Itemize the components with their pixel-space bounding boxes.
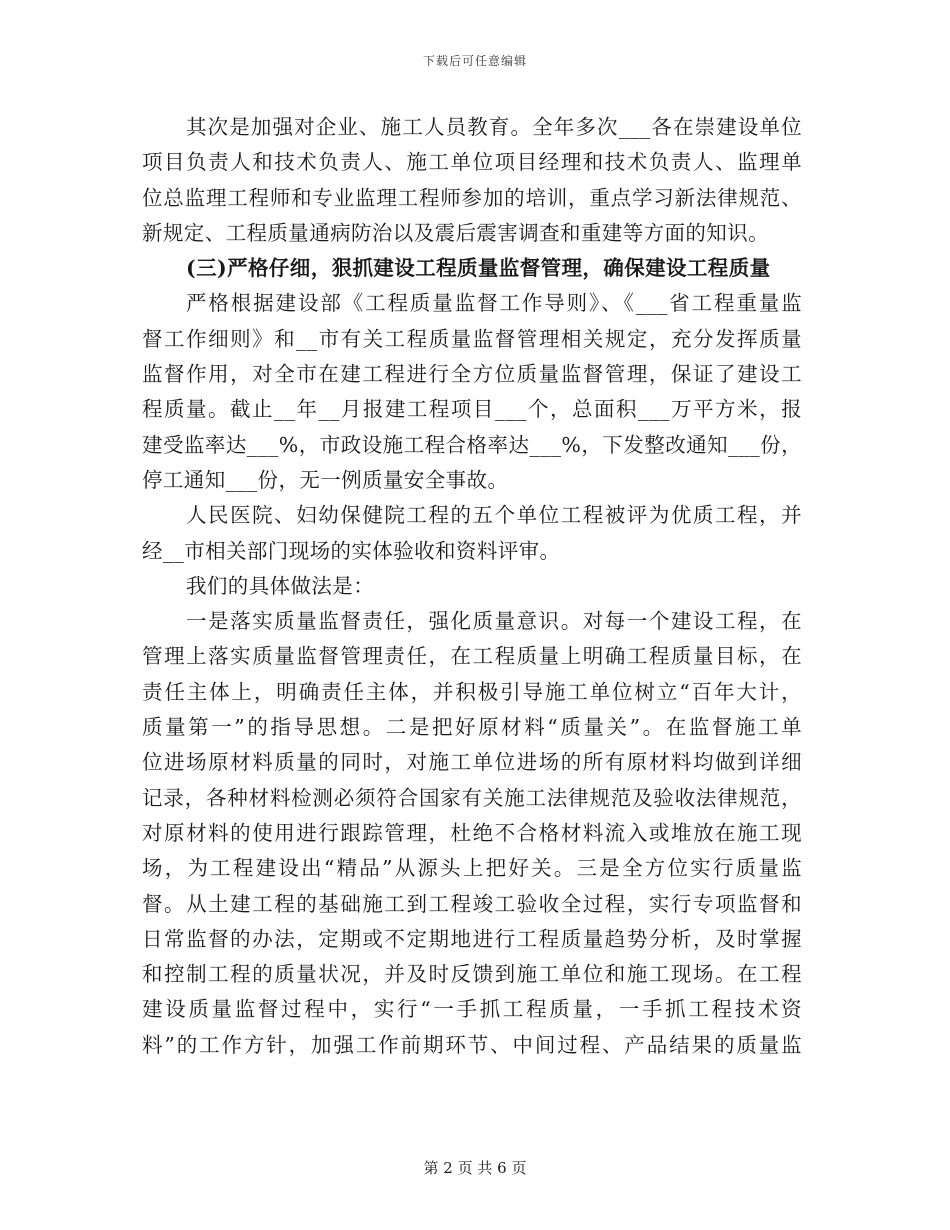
paragraph-line: 督工作细则》和__市有关工程质量监督管理相关规定，充分发挥质量 xyxy=(142,326,802,351)
page-number-footer: 第 2 页 共 6 页 xyxy=(423,1159,527,1177)
paragraph-line: 日常监督的办法，定期或不定期地进行工程质量趋势分析，及时掌握 xyxy=(142,926,802,951)
paragraph-line: 建受监率达___%，市政设施工程合格率达___%，下发整改通知___份， xyxy=(142,432,802,457)
paragraph-line: 督。从土建工程的基础施工到工程竣工验收全过程，实行专项监督和 xyxy=(142,891,802,916)
page-header-note: 下载后可任意编辑 xyxy=(422,54,527,68)
paragraph-line: 记录，各种材料检测必须符合国家有关施工法律规范及验收法律规范， xyxy=(142,785,802,810)
paragraph-line: 项目负责人和技术负责人、施工单位项目经理和技术负责人、监理单 xyxy=(142,150,802,175)
document-body xyxy=(142,110,802,1063)
paragraph-line: 对原材料的使用进行跟踪管理，杜绝不合格材料流入或堆放在施工现 xyxy=(142,820,802,845)
paragraph-line: 一是落实质量监督责任，强化质量意识。对每一个建设工程，在 xyxy=(186,609,802,634)
paragraph-line: 监督作用，对全市在建工程进行全方位质量监督管理，保证了建设工 xyxy=(142,362,802,387)
paragraph-line: 停工通知___份，无一例质量安全事故。 xyxy=(142,467,509,492)
paragraph-line: 人民医院、妇幼保健院工程的五个单位工程被评为优质工程，并 xyxy=(186,503,802,528)
paragraph-line: 责任主体上，明确责任主体，并积极引导施工单位树立“百年大计， xyxy=(142,679,802,704)
paragraph-line: 和控制工程的质量状况，并及时反馈到施工单位和施工现场。在工程 xyxy=(142,962,802,987)
paragraph-line: 我们的具体做法是： xyxy=(186,573,375,598)
paragraph-line: 经__市相关部门现场的实体验收和资料评审。 xyxy=(142,538,561,563)
section-heading: (三)严格仔细，狠抓建设工程质量监督管理，确保建设工程质量 xyxy=(186,256,771,281)
paragraph-line: 建设质量监督过程中，实行“一手抓工程质量，一手抓工程技术资 xyxy=(142,997,802,1022)
paragraph-line: 新规定、工程质量通病防治以及震后震害调查和重建等方面的知识。 xyxy=(142,220,769,245)
paragraph-line: 位总监理工程师和专业监理工程师参加的培训，重点学习新法律规范、 xyxy=(142,185,802,210)
paragraph-line: 程质量。截止__年__月报建工程项目___个，总面积___万平方米，报 xyxy=(142,397,802,422)
paragraph-line: 料”的工作方针，加强工作前期环节、中间过程、产品结果的质量监 xyxy=(142,1032,802,1057)
paragraph-line: 其次是加强对企业、施工人员教育。全年多次___各在崇建设单位 xyxy=(186,115,802,139)
paragraph-line: 场，为工程建设出“精品”从源头上把好关。三是全方位实行质量监 xyxy=(142,856,802,881)
paragraph-line: 质量第一”的指导思想。二是把好原材料“质量关”。在监督施工单 xyxy=(142,715,802,740)
paragraph-line: 位进场原材料质量的同时，对施工单位进场的所有原材料均做到详细 xyxy=(142,750,802,775)
paragraph-line: 管理上落实质量监督管理责任，在工程质量上明确工程质量目标，在 xyxy=(142,644,802,669)
paragraph-line: 严格根据建设部《工程质量监督工作导则》、《___省工程重量监 xyxy=(186,291,802,316)
